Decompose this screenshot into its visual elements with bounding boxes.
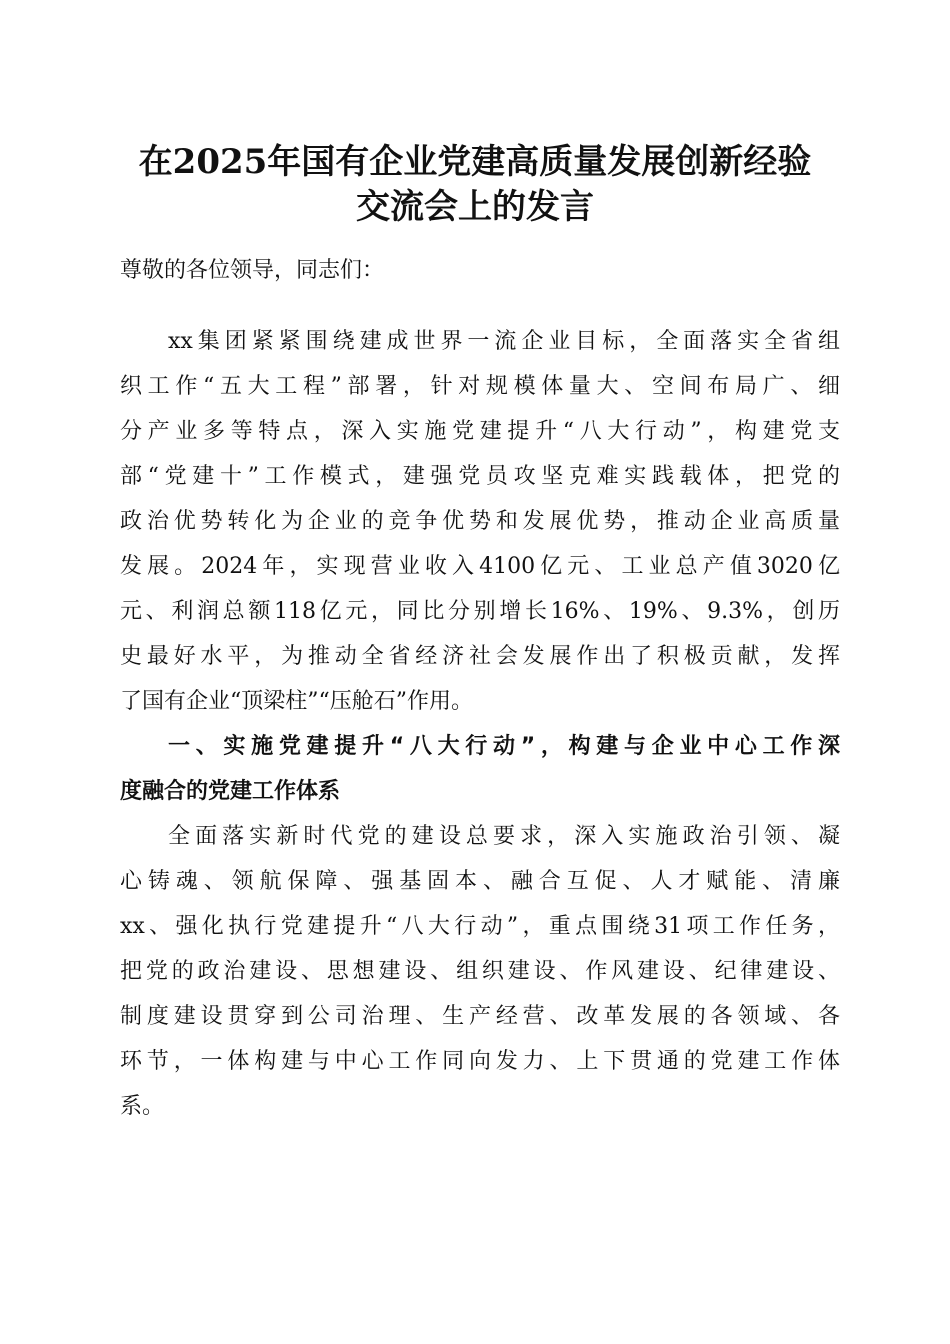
paragraph-line: 发展。2024年，实现营业收入4100亿元、工业总产值3020亿 xyxy=(120,554,840,579)
paragraph-line: 部“党建十”工作模式，建强党员攻坚克难实践载体，把党的 xyxy=(120,464,840,489)
section-heading-line-2: 度融合的党建工作体系 xyxy=(120,779,341,804)
paragraph-line: 元、利润总额118亿元，同比分别增长16%、19%、9.3%，创历 xyxy=(120,599,840,624)
paragraph-line: 把党的政治建设、思想建设、组织建设、作风建设、纪律建设、 xyxy=(120,959,840,984)
paragraph-line: 全面落实新时代党的建设总要求，深入实施政治引领、凝 xyxy=(168,824,840,849)
document-title-line-1: 在2025年国有企业党建高质量发展创新经验 xyxy=(138,142,812,182)
document-title-line-2: 交流会上的发言 xyxy=(356,187,594,227)
paragraph-line: 织工作“五大工程”部署，针对规模体量大、空间布局广、细 xyxy=(120,374,840,399)
paragraph-line: 系。 xyxy=(120,1094,165,1119)
paragraph-line: 制度建设贯穿到公司治理、生产经营、改革发展的各领域、各 xyxy=(120,1004,840,1029)
paragraph-line: 政治优势转化为企业的竞争优势和发展优势，推动企业高质量 xyxy=(120,509,840,534)
paragraph-line: 心铸魂、领航保障、强基固本、融合互促、人才赋能、清廉 xyxy=(120,869,840,894)
salutation: 尊敬的各位领导，同志们： xyxy=(120,258,385,283)
paragraph-line: xx、强化执行党建提升“八大行动”，重点围绕31项工作任务， xyxy=(120,914,840,939)
section-heading-line-1: 一、实施党建提升“八大行动”，构建与企业中心工作深 xyxy=(168,734,840,759)
paragraph-line: 史最好水平，为推动全省经济社会发展作出了积极贡献，发挥 xyxy=(120,644,840,669)
paragraph-line: xx集团紧紧围绕建成世界一流企业目标，全面落实全省组 xyxy=(168,329,840,354)
paragraph-line: 环节，一体构建与中心工作同向发力、上下贯通的党建工作体 xyxy=(120,1049,840,1074)
paragraph-line: 分产业多等特点，深入实施党建提升“八大行动”，构建党支 xyxy=(120,419,840,444)
paragraph-line: 了国有企业“顶梁柱”“压舱石”作用。 xyxy=(120,689,473,714)
